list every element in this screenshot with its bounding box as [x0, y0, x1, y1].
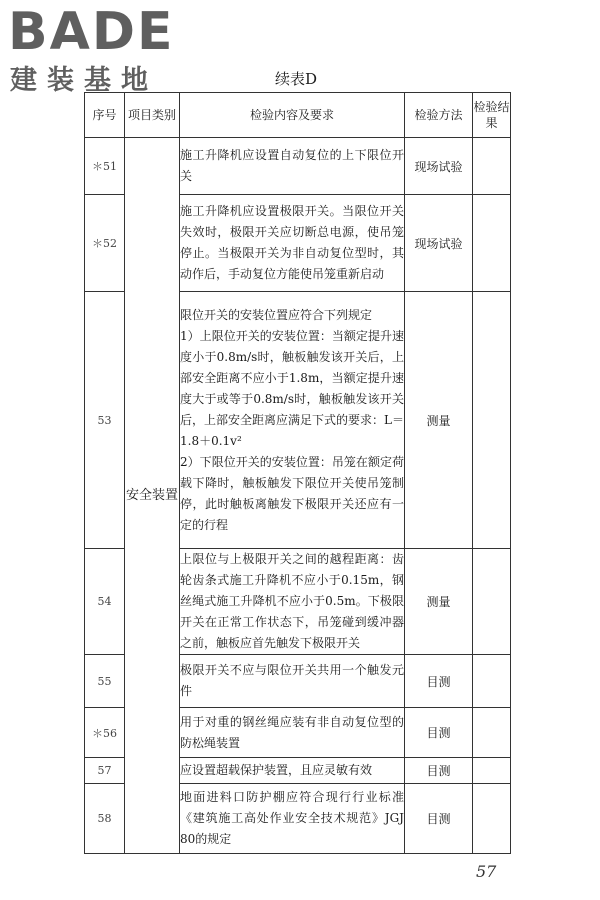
row-number: 55	[85, 655, 125, 708]
row-method: 目测	[405, 708, 473, 758]
row-content: 用于对重的钢丝绳应装有非自动复位型的防松绳装置	[180, 708, 405, 758]
row-method: 测量	[405, 292, 473, 549]
row-result	[473, 655, 511, 708]
row-content: 极限开关不应与限位开关共用一个触发元件	[180, 655, 405, 708]
row-number: ＊56	[85, 708, 125, 758]
logo-main-text: BADE	[8, 2, 175, 62]
row-result	[473, 195, 511, 292]
row-method: 现场试验	[405, 195, 473, 292]
table-header-row	[85, 93, 511, 138]
row-number: 53	[85, 292, 125, 549]
header-method: 检验方法	[405, 93, 473, 138]
row-number: 54	[85, 549, 125, 655]
row-method: 现场试验	[405, 138, 473, 195]
row-result	[473, 292, 511, 549]
table-title: 续表D	[275, 70, 318, 88]
row-method: 目测	[405, 655, 473, 708]
row-method: 目测	[405, 758, 473, 784]
row-content: 地面进料口防护棚应符合现行行业标准《建筑施工高处作业安全技术规范》JGJ 80的规定	[180, 784, 405, 854]
row-number: ＊52	[85, 195, 125, 292]
row-content: 应设置超载保护装置，且应灵敏有效	[180, 758, 405, 784]
row-method: 测量	[405, 549, 473, 655]
page-number: 57	[476, 862, 497, 881]
row-result	[473, 138, 511, 195]
header-category: 项目类别	[125, 93, 180, 138]
row-number: 58	[85, 784, 125, 854]
row-result	[473, 758, 511, 784]
header-seq: 序号	[85, 93, 125, 138]
category-cell: 安全装置	[125, 138, 180, 854]
header-content: 检验内容及要求	[180, 93, 405, 138]
logo	[8, 4, 178, 99]
row-content: 上限位与上极限开关之间的越程距离：齿轮齿条式施工升降机不应小于0.15m，钢丝绳式施工升降机不应小于0.5m。下极限开关在正常工作状态下，吊笼碰到缓冲器之前，触板应首先触发下极限开关	[180, 549, 405, 655]
header-result: 检验结果	[473, 93, 511, 138]
row-result	[473, 708, 511, 758]
logo-sub-text: 建装基地	[10, 65, 158, 96]
row-content: 限位开关的安装位置应符合下列规定 1）上限位开关的安装位置：当额定提升速度小于0.8m/s时，触板触发该开关后，上部安全距离不应小于1.8m，当额定提升速度大于或等于0.8m/s时，触板触发该开关后，上部安全距离应满足下式的要求：L＝1.8＋0.1v² 2）下限位开关的安装位置：吊笼在额定荷载下降时，触板触发下限位开关使吊笼制停，此时触板离触发下极限开关还应有一定的行程	[180, 292, 405, 549]
row-result	[473, 784, 511, 854]
inspection-table	[84, 92, 511, 854]
row-content: 施工升降机应设置极限开关。当限位开关失效时，极限开关应切断总电源，使吊笼停止。当极限开关为非自动复位型时，其动作后，手动复位方能使吊笼重新启动	[180, 195, 405, 292]
row-result	[473, 549, 511, 655]
table-row	[85, 138, 511, 195]
row-content: 施工升降机应设置自动复位的上下限位开关	[180, 138, 405, 195]
row-number: 57	[85, 758, 125, 784]
row-number: ＊51	[85, 138, 125, 195]
row-method: 目测	[405, 784, 473, 854]
